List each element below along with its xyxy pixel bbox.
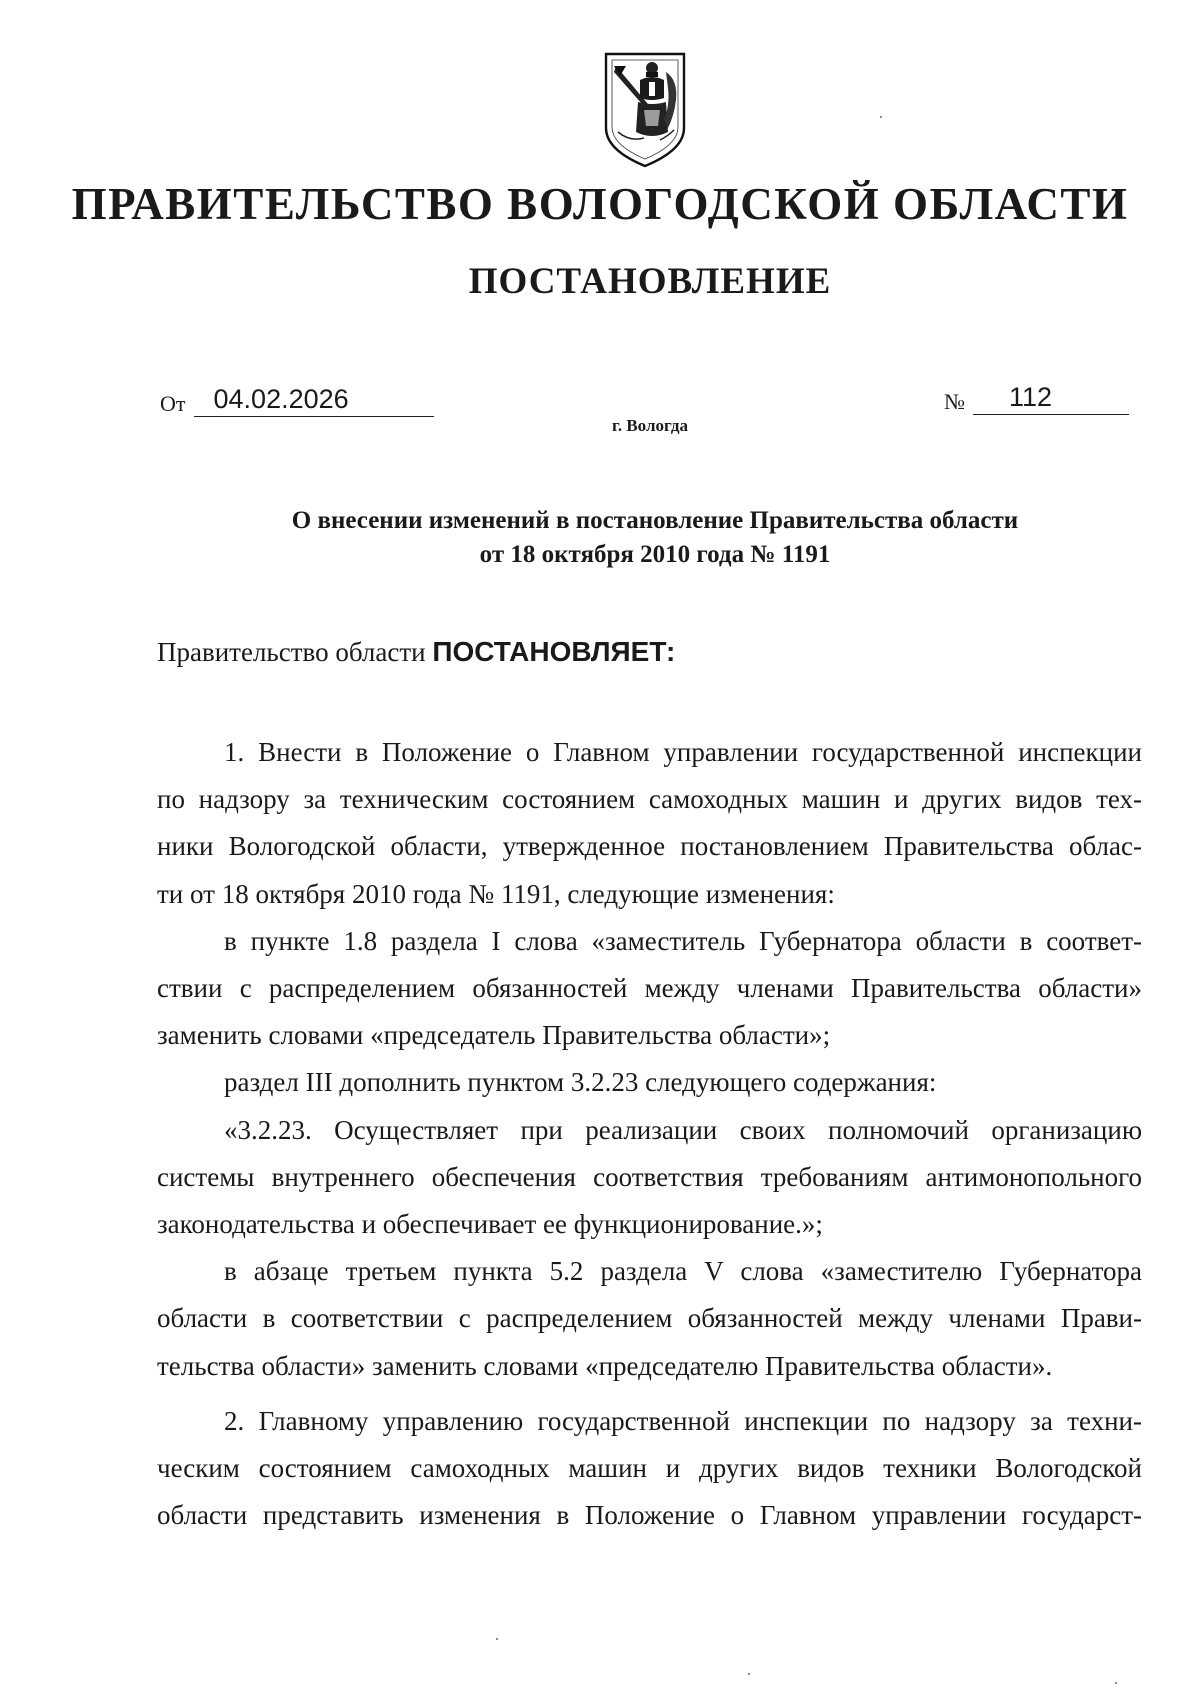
body-line: 2. Главному управлению государственной инспекции по надзору за техни- — [224, 1405, 1142, 1436]
body-line: области представить изменения в Положение о Главном управлении государст- — [157, 1500, 1142, 1531]
document-body — [157, 729, 1142, 1539]
coat-of-arms-icon — [600, 50, 690, 170]
preamble-text: Правительство области — [157, 637, 433, 667]
body-line: «3.2.23. Осуществляет при реализации своих полномочий организацию — [224, 1114, 1142, 1145]
body-line: системы внутреннего обеспечения соответствия требованиям антимонопольного — [157, 1161, 1142, 1192]
number-prefix: № — [944, 389, 965, 414]
number-value: 112 — [973, 380, 1129, 415]
preamble — [157, 636, 675, 668]
number-field — [944, 380, 1129, 415]
date-value: 04.02.2026 — [194, 382, 434, 417]
date-field — [160, 382, 434, 417]
city-label: г. Вологда — [612, 416, 688, 435]
body-line: раздел III дополнить пунктом 3.2.23 следующего содержания: — [224, 1067, 937, 1098]
body-line: законодательства и обеспечивает ее функционирование.»; — [157, 1209, 823, 1240]
scan-speck — [1115, 1682, 1117, 1684]
body-line: заменить словами «председатель Правительства области»; — [157, 1020, 831, 1051]
body-line: ческим состоянием самоходных машин и других видов техники Вологодской — [157, 1453, 1142, 1484]
organization-title: ПРАВИТЕЛЬСТВО ВОЛОГОДСКОЙ ОБЛАСТИ — [71, 179, 1129, 229]
body-line: по надзору за техническим состоянием самоходных машин и других видов тех- — [157, 784, 1142, 815]
body-line: в пункте 1.8 раздела I слова «заместитель Губернатора области в соответ- — [224, 925, 1142, 956]
scan-speck — [880, 116, 882, 118]
document-subject — [0, 504, 1200, 572]
body-line: тельства области» заменить словами «председателю Правительства области». — [157, 1350, 1053, 1381]
subject-line: О внесении изменений в постановление Правительства области — [291, 507, 1019, 534]
date-prefix: От — [160, 391, 186, 416]
body-line: области в соответствии с распределением обязанностей между членами Прави- — [157, 1303, 1142, 1334]
body-line: ти от 18 октября 2010 года № 1191, следующие изменения: — [157, 878, 835, 909]
subject-line: от 18 октября 2010 года № 1191 — [479, 541, 831, 568]
body-line: ники Вологодской области, утвержденное постановлением Правительства облас- — [157, 831, 1142, 862]
document-type: ПОСТАНОВЛЕНИЕ — [468, 261, 832, 302]
scan-speck — [748, 1673, 750, 1675]
body-line: ствии с распределением обязанностей между членами Правительства области» — [157, 973, 1142, 1004]
preamble-emphasis: ПОСТАНОВЛЯЕТ: — [432, 636, 676, 667]
scan-speck — [496, 1638, 498, 1640]
body-line: в абзаце третьем пункта 5.2 раздела V слова «заместителю Губернатора — [224, 1256, 1142, 1287]
body-line: 1. Внести в Положение о Главном управлении государственной инспекции — [224, 737, 1142, 767]
